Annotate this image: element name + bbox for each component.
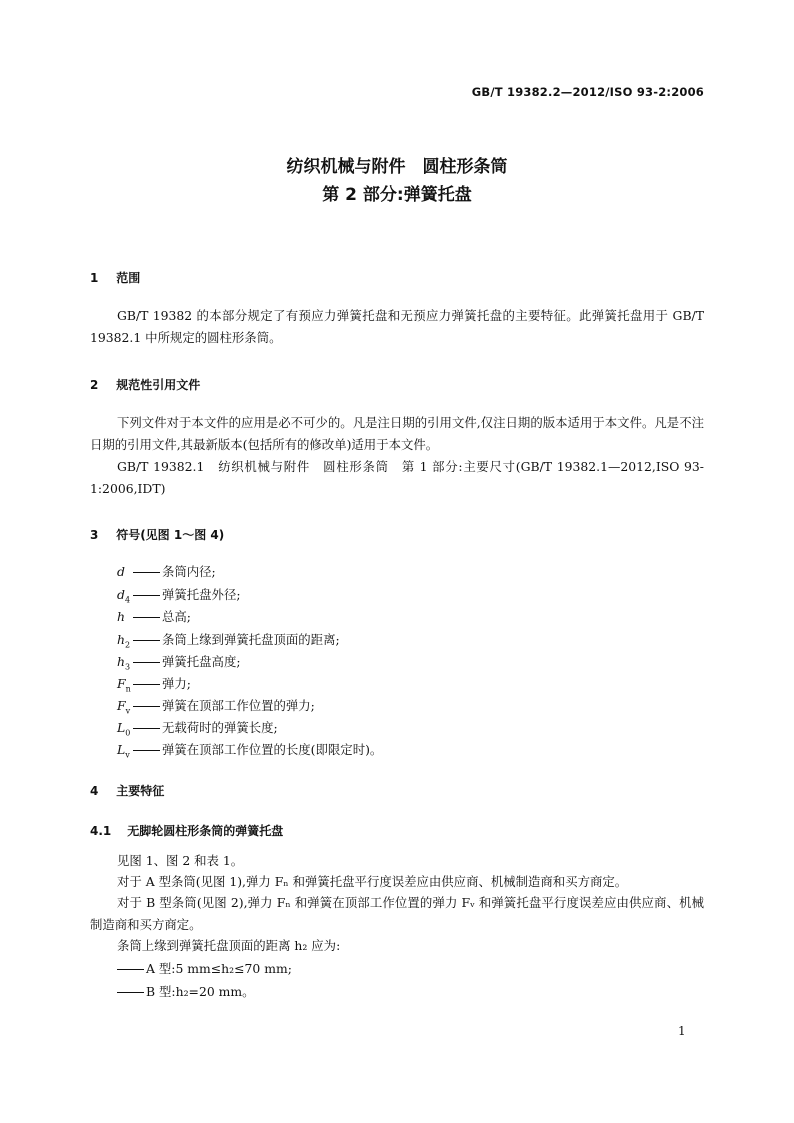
section-number: 2 bbox=[90, 378, 99, 392]
dash bbox=[117, 992, 144, 994]
symbol-description: 弹力; bbox=[162, 676, 191, 691]
dash bbox=[133, 706, 160, 708]
symbol: $L_0$ bbox=[117, 720, 131, 738]
symbol-entry bbox=[117, 630, 340, 649]
paragraph: 条筒上缘到弹簧托盘顶面的距离 h₂ 应为: bbox=[117, 938, 341, 953]
dash bbox=[133, 750, 160, 752]
section-4-heading bbox=[90, 782, 164, 799]
symbol-description: 条筒上缘到弹簧托盘顶面的距离; bbox=[162, 632, 340, 647]
symbol-description: 弹簧在顶部工作位置的长度(即限定时)。 bbox=[162, 742, 383, 757]
section-2-text: 下列文件对于本文件的应用是必不可少的。凡是注日期的引用文件,仅注日期的版本适用于本文件。凡是不注日期的引用文件,其最新版本(包括所有的修改单)适用于本文件。 bbox=[90, 415, 704, 452]
symbol-description: 弹簧托盘高度; bbox=[162, 654, 241, 669]
dash bbox=[133, 617, 160, 619]
dash bbox=[133, 684, 160, 686]
dash bbox=[133, 728, 160, 730]
subsection-number: 4.1 bbox=[90, 824, 112, 838]
document-title: 纺织机械与附件 圆柱形条筒 bbox=[286, 157, 508, 177]
subsection-title: 无脚轮圆柱形条筒的弹簧托盘 bbox=[127, 824, 284, 838]
dash bbox=[133, 595, 160, 597]
section-title: 规范性引用文件 bbox=[116, 378, 201, 392]
symbol: $d_4$ bbox=[117, 587, 131, 605]
symbol-description: 无载荷时的弹簧长度; bbox=[162, 720, 278, 735]
section-2-heading bbox=[90, 376, 200, 393]
paragraph: 见图 1、图 2 和表 1。 bbox=[117, 853, 244, 868]
section-title: 范围 bbox=[116, 271, 141, 285]
symbol-description: 弹簧在顶部工作位置的弹力; bbox=[162, 698, 315, 713]
symbol: d bbox=[117, 564, 125, 579]
dash bbox=[133, 572, 160, 574]
symbol-description: 弹簧托盘外径; bbox=[162, 587, 241, 602]
symbol-description: 总高; bbox=[162, 609, 191, 624]
section-number: 3 bbox=[90, 528, 99, 542]
section-1-text: GB/T 19382 的本部分规定了有预应力弹簧托盘和无预应力弹簧托盘的主要特征。此弹簧托盘用于 GB/T 19382.1 中所规定的圆柱形条筒。 bbox=[90, 308, 704, 345]
section-number: 4 bbox=[90, 784, 99, 798]
symbol: h bbox=[117, 609, 125, 624]
symbol-entry bbox=[117, 718, 278, 737]
symbol-entry bbox=[117, 562, 216, 581]
reference-entry: GB/T 19382.1 纺织机械与附件 圆柱形条筒 第 1 部分:主要尺寸(GB/T 19382.1—2012,ISO 93-1:2006,IDT) bbox=[90, 459, 704, 496]
symbol: $h_3$ bbox=[117, 654, 131, 672]
section-1-heading bbox=[90, 269, 140, 286]
symbol: $F_n$ bbox=[117, 676, 131, 694]
symbol-entry bbox=[117, 585, 241, 604]
symbol: $L_v$ bbox=[117, 742, 130, 760]
list-item: B 型:h₂=20 mm。 bbox=[117, 982, 255, 1000]
section-3-heading bbox=[90, 526, 224, 543]
standard-number: GB/T 19382.2—2012/ISO 93-2:2006 bbox=[471, 85, 704, 99]
dash bbox=[133, 662, 160, 664]
section-title: 主要特征 bbox=[116, 784, 165, 798]
page-number: 1 bbox=[678, 1024, 686, 1038]
symbol-entry bbox=[117, 696, 315, 715]
symbol-entry bbox=[117, 740, 382, 759]
section-number: 1 bbox=[90, 271, 99, 285]
dash bbox=[117, 969, 144, 971]
symbol: $h_2$ bbox=[117, 632, 131, 650]
symbol-entry bbox=[117, 652, 241, 671]
symbol-entry bbox=[117, 674, 191, 693]
symbol-entry bbox=[117, 607, 191, 626]
symbol-description: 条筒内径; bbox=[162, 564, 216, 579]
subsection-4-1-heading bbox=[90, 822, 283, 839]
document-subtitle: 第 2 部分:弹簧托盘 bbox=[322, 185, 472, 205]
paragraph: 对于 A 型条筒(见图 1),弹力 Fₙ 和弹簧托盘平行度误差应由供应商、机械制造商和买方商定。 bbox=[117, 874, 628, 889]
symbol: $F_v$ bbox=[117, 698, 131, 716]
list-item: A 型:5 mm≤h₂≤70 mm; bbox=[117, 959, 292, 977]
paragraph: 对于 B 型条筒(见图 2),弹力 Fₙ 和弹簧在顶部工作位置的弹力 Fᵥ 和弹簧托盘平行度误差应由供应商、机械制造商和买方商定。 bbox=[90, 895, 704, 932]
dash bbox=[133, 640, 160, 642]
section-title: 符号(见图 1～图 4) bbox=[116, 528, 225, 542]
